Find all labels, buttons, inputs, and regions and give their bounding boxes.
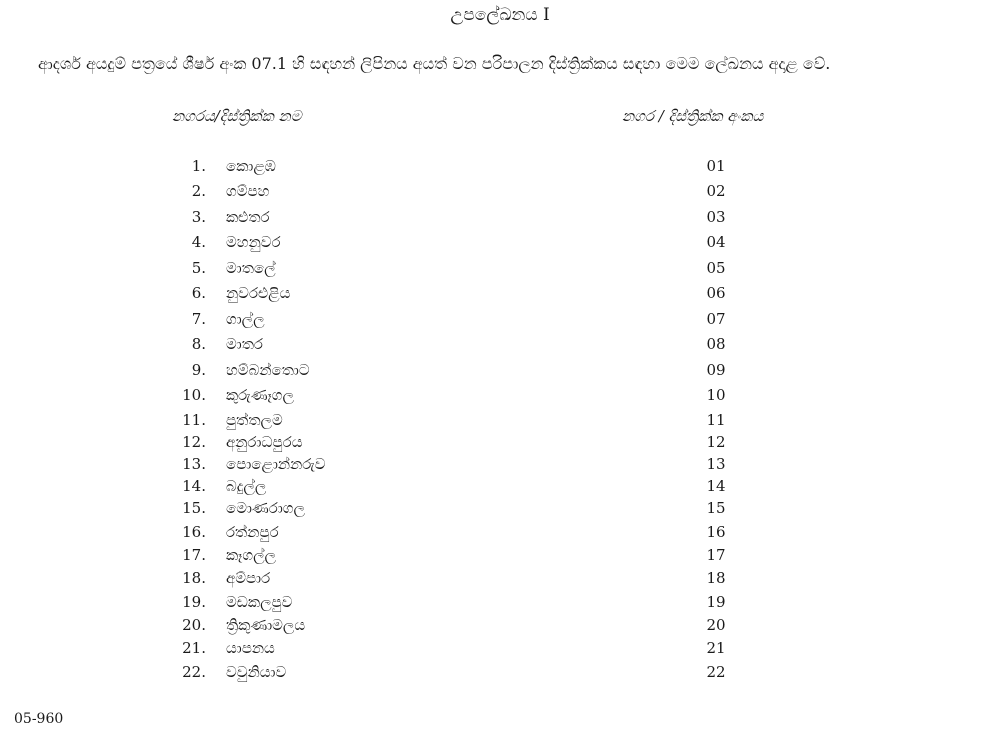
district-code-column-header: නගර / දිස්ත්‍රික්ක අංකය [622,107,764,125]
district-row [0,155,1000,177]
district-name: පුත්තලම [226,411,283,429]
row-number: 15. [182,499,206,517]
district-name: මහනුවර [226,233,281,251]
district-row [0,453,1000,475]
district-name: නුවරඑළිය [226,284,291,302]
district-code: 09 [706,361,726,379]
row-number: 16. [182,523,206,541]
district-name: අම්පාර [226,569,271,587]
row-number: 4. [191,233,206,251]
row-number: 10. [182,386,206,404]
district-code: 06 [706,284,726,302]
district-row [0,359,1000,381]
row-number: 18. [182,569,206,587]
district-row [0,521,1000,543]
district-name: හම්බන්තොට [226,361,310,379]
district-code: 18 [706,569,726,587]
district-row [0,180,1000,202]
district-row [0,206,1000,228]
district-name: කොළඹ [226,157,276,175]
district-row [0,544,1000,566]
row-number: 14. [182,477,206,495]
district-row [0,475,1000,497]
district-code: 19 [706,593,726,611]
district-row [0,231,1000,253]
row-number: 22. [182,663,206,681]
page-title: උපලේඛනය I [450,5,550,25]
row-number: 7. [191,310,206,328]
district-code: 07 [706,310,726,328]
district-code: 17 [706,546,726,564]
row-number: 17. [182,546,206,564]
document-reference-number: 05-960 [14,711,64,727]
row-number: 6. [191,284,206,302]
row-number: 19. [182,593,206,611]
row-number: 13. [182,455,206,473]
district-name: කළුතර [226,208,270,226]
row-number: 20. [182,616,206,634]
district-code: 15 [706,499,726,517]
row-number: 1. [191,157,206,175]
district-row [0,257,1000,279]
district-name: පොළොන්නරුව [226,455,326,473]
district-code: 14 [706,477,726,495]
row-number: 3. [191,208,206,226]
district-row [0,591,1000,613]
district-name: ත්‍රිකුණාමලය [226,616,306,634]
district-code: 08 [706,335,726,353]
district-row [0,661,1000,683]
district-row [0,497,1000,519]
district-code: 03 [706,208,726,226]
district-name: අනුරාධපුරය [226,433,303,451]
row-number: 21. [182,639,206,657]
district-code: 16 [706,523,726,541]
district-code: 12 [706,433,726,451]
district-row [0,637,1000,659]
district-code: 02 [706,182,726,200]
district-row [0,308,1000,330]
row-number: 8. [191,335,206,353]
district-name: කුරුණෑගල [226,386,294,404]
district-row [0,333,1000,355]
district-code: 22 [706,663,726,681]
district-name: යාපනය [226,639,275,657]
district-code: 05 [706,259,726,277]
district-name: බදුල්ල [226,477,267,495]
district-name: කෑගල්ල [226,546,276,564]
district-code: 10 [706,386,726,404]
district-row [0,614,1000,636]
row-number: 12. [182,433,206,451]
intro-paragraph: ආදර්ශ අයදුම් පත්‍රයේ ශීර්ෂ අංක 07.1 හි සඳහන් ලිපිනය අයත් වන පරිපාලන දිස්ත්‍රික්කය සඳහා මෙම ලේඛනය අදාළ වේ. [38,54,831,73]
district-code: 04 [706,233,726,251]
district-name: රත්නපුර [226,523,279,541]
district-name: මොණරාගල [226,499,305,517]
row-number: 5. [191,259,206,277]
district-name: ගම්පහ [226,182,270,200]
district-code: 20 [706,616,726,634]
district-name: ගාල්ල [226,310,265,328]
row-number: 9. [191,361,206,379]
row-number: 11. [182,411,206,429]
district-name: මාතර [226,335,263,353]
district-row [0,282,1000,304]
district-code: 13 [706,455,726,473]
district-code: 21 [706,639,726,657]
district-name: මාතලේ [226,259,276,277]
district-name: මඩකලපුව [226,593,293,611]
district-name: වවුනියාව [226,663,287,681]
district-row [0,409,1000,431]
district-row [0,431,1000,453]
district-name-column-header: නගරය/දිස්ත්‍රික්ක නම [172,107,302,125]
district-row [0,384,1000,406]
district-code: 01 [706,157,726,175]
district-code: 11 [706,411,726,429]
district-row [0,567,1000,589]
row-number: 2. [191,182,206,200]
